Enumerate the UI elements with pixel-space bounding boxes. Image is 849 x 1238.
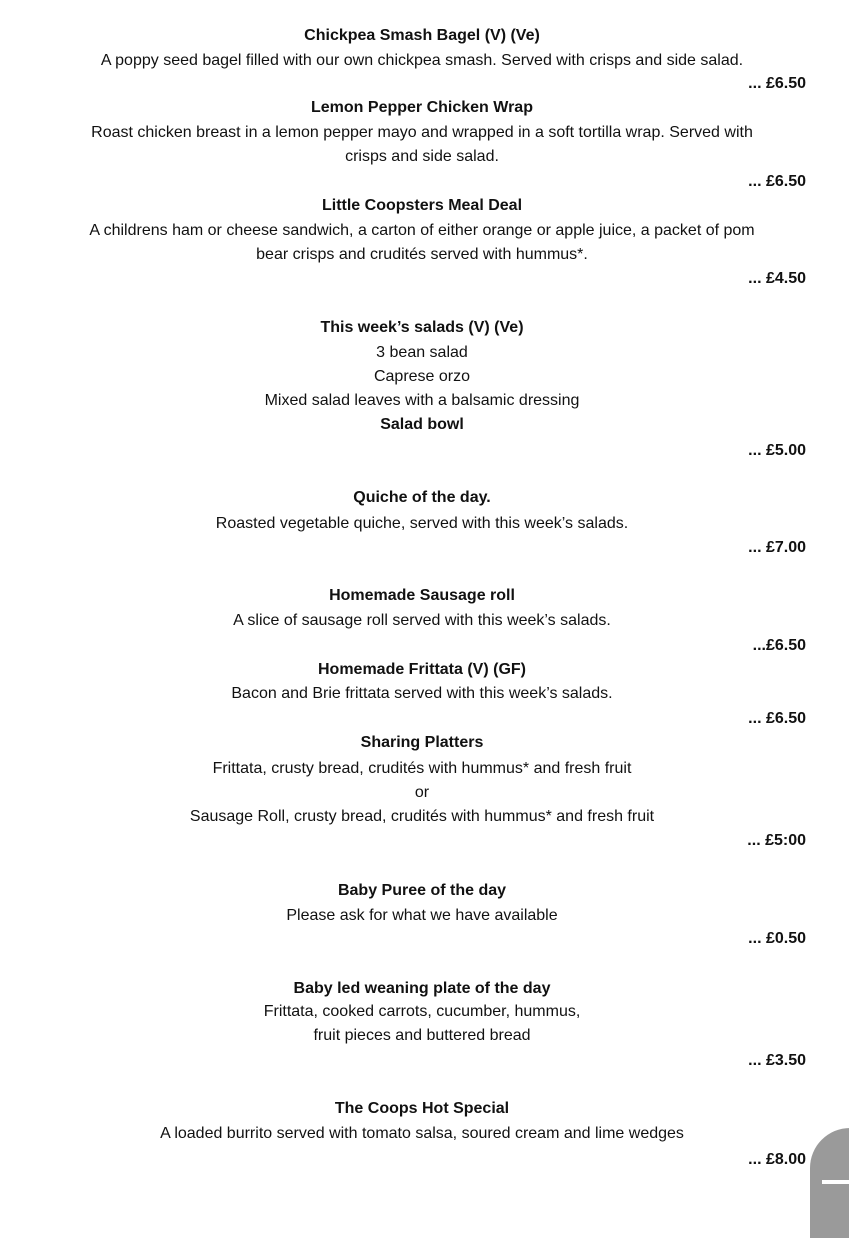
item-description: A loaded burrito served with tomato salsa, soured cream and lime wedges xyxy=(160,1125,684,1142)
item-description: or xyxy=(414,784,430,801)
item-description: Frittata, cooked carrots, cucumber, hummus, xyxy=(263,1003,581,1020)
item-title: This week’s salads (V) (Ve) xyxy=(320,319,524,336)
item-price: ... £7.00 xyxy=(748,539,806,556)
item-title: Quiche of the day. xyxy=(353,489,491,506)
item-description: Roast chicken breast in a lemon pepper mayo and wrapped in a soft tortilla wrap. Served with xyxy=(91,124,753,141)
item-price: ... £5.00 xyxy=(748,442,806,459)
item-description: Caprese orzo xyxy=(373,368,471,385)
item-title: Baby led weaning plate of the day xyxy=(293,980,551,997)
item-price: ... £5:00 xyxy=(747,832,806,849)
item-description: Sausage Roll, crusty bread, crudités with hummus* and fresh fruit xyxy=(189,808,655,825)
minus-icon xyxy=(822,1180,849,1184)
item-title: Baby Puree of the day xyxy=(337,882,507,899)
item-description: Frittata, crusty bread, crudités with hummus* and fresh fruit xyxy=(212,760,632,777)
item-description: 3 bean salad xyxy=(376,344,468,361)
item-title: Chickpea Smash Bagel (V) (Ve) xyxy=(304,27,540,44)
item-description: Please ask for what we have available xyxy=(286,907,558,924)
item-title: Little Coopsters Meal Deal xyxy=(321,197,523,214)
item-description: crisps and side salad. xyxy=(345,148,499,165)
item-title: Lemon Pepper Chicken Wrap xyxy=(311,99,533,116)
item-price: ... £8.00 xyxy=(748,1151,806,1168)
item-subtitle: Salad bowl xyxy=(380,416,464,433)
item-title: The Coops Hot Special xyxy=(334,1100,510,1117)
item-description: Bacon and Brie frittata served with this week’s salads. xyxy=(231,685,613,702)
item-price: ... £4.50 xyxy=(748,270,806,287)
item-title: Homemade Frittata (V) (GF) xyxy=(317,661,526,678)
item-price: ... £6.50 xyxy=(748,75,806,92)
item-description: fruit pieces and buttered bread xyxy=(313,1027,531,1044)
item-price: ... £6.50 xyxy=(748,173,806,190)
item-description: bear crisps and crudités served with hummus*. xyxy=(256,246,588,263)
item-title: Sharing Platters xyxy=(360,734,484,751)
item-price: ...£6.50 xyxy=(752,637,806,654)
item-title: Homemade Sausage roll xyxy=(329,587,515,604)
item-description: A childrens ham or cheese sandwich, a carton of either orange or apple juice, a packet of pom xyxy=(89,222,755,239)
item-description: A poppy seed bagel filled with our own chickpea smash. Served with crisps and side salad. xyxy=(100,52,744,69)
item-description: Mixed salad leaves with a balsamic dressing xyxy=(264,392,580,409)
item-price: ... £3.50 xyxy=(748,1052,806,1069)
item-price: ... £6.50 xyxy=(748,710,806,727)
item-description: Roasted vegetable quiche, served with this week’s salads. xyxy=(215,515,629,532)
item-description: A slice of sausage roll served with this week’s salads. xyxy=(233,612,611,629)
item-price: ... £0.50 xyxy=(748,930,806,947)
